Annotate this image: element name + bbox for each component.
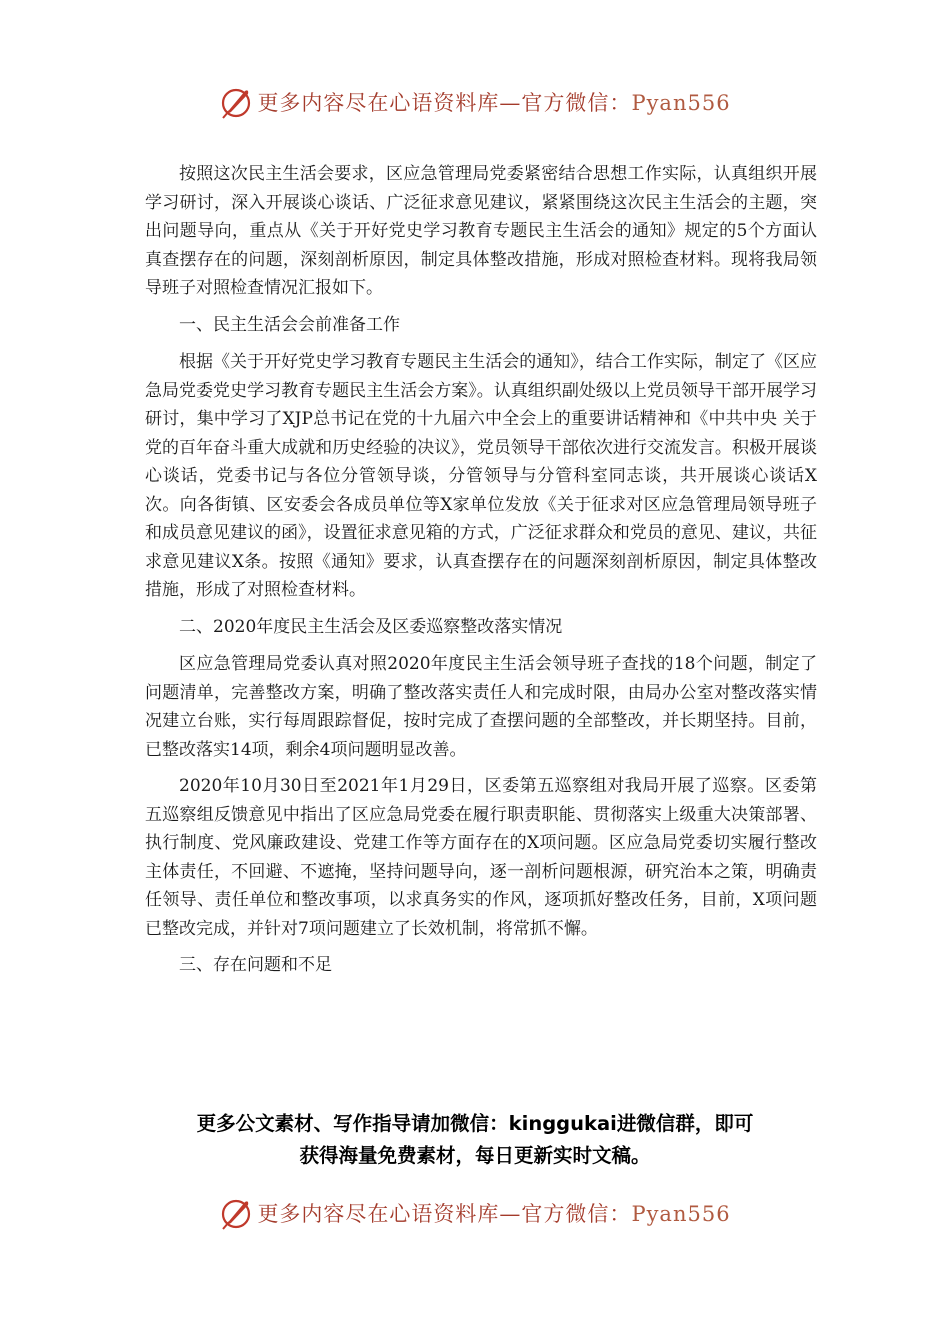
header-banner-text	[257, 87, 730, 117]
footer-banner	[0, 1193, 950, 1233]
header-wechat-id: Pyan556	[631, 91, 731, 115]
promo-line-2: 获得海量免费素材，每日更新实时文稿。	[299, 1144, 651, 1167]
footer-banner-label: 更多内容尽在心语资料库—官方微信：	[257, 1202, 632, 1226]
section-2-paragraph-1: 区应急管理局党委认真对照2020年度民主生活会领导班子查找的18个问题，制定了问题清单，完善整改方案，明确了整改落实责任人和完成时限，由局办公室对整改落实情况建立台账，实行每周跟踪督促，按时完成了查摆问题的全部整改，并长期坚持。目前，已整改落实14项，剩余4项问题明显改善。	[145, 654, 817, 760]
footer-banner-text	[257, 1198, 730, 1228]
section-1-paragraph: 根据《关于开好党史学习教育专题民主生活会的通知》，结合工作实际，制定了《区应急局党委党史学习教育专题民主生活会方案》。认真组织副处级以上党员领导干部开展学习研讨，集中学习了XJP总书记在党的十九届六中全会上的重要讲话精神和《中共中央 关于党的百年奋斗重大成就和历史经验的决议》，党员领导干部依次进行交流发言。积极开展谈心谈话，党委书记与各位分管领导谈，分管领导与分管科室同志谈，共开展谈心谈话X次。向各街镇、区安委会各成员单位等X家单位发放《关于征求对区应急管理局领导班子和成员意见建议的函》，设置征求意见箱的方式，广泛征求群众和党员的意见、建议，共征求意见建议X条。按照《通知》要求，认真查摆存在的问题深刻剖析原因，制定具体整改措施，形成了对照检查材料。	[145, 352, 817, 600]
header-banner-label: 更多内容尽在心语资料库—官方微信：	[257, 91, 632, 115]
section-2-paragraph-2: 2020年10月30日至2021年1月29日，区委第五巡察组对我局开展了巡察。区委第五巡察组反馈意见中指出了区应急局党委在履行职责职能、贯彻落实上级重大决策部署、执行制度、党风廉政建设、党建工作等方面存在的X项问题。区应急局党委切实履行整改主体责任，不回避、不遮掩，坚持问题导向，逐一剖析问题根源，研究治本之策，明确责任领导、责任单位和整改事项，以求真务实的作风，逐项抓好整改任务，目前，X项问题已整改完成，并针对7项问题建立了长效机制，将常抓不懈。	[145, 776, 817, 939]
document-body	[145, 160, 817, 989]
quill-logo-icon	[219, 85, 253, 119]
footer-wechat-id: Pyan556	[631, 1202, 731, 1226]
quill-logo-icon	[219, 1196, 253, 1230]
section-heading-3: 三、存在问题和不足	[179, 955, 332, 975]
header-banner	[0, 82, 950, 122]
promo-line-1: 更多公文素材、写作指导请加微信：kinggukai进微信群，即可	[196, 1112, 754, 1135]
section-heading-2: 二、2020年度民主生活会及区委巡察整改落实情况	[179, 616, 563, 637]
promo-notice	[100, 1108, 850, 1172]
intro-paragraph: 按照这次民主生活会要求，区应急管理局党委紧密结合思想工作实际，认真组织开展学习研讨，深入开展谈心谈话、广泛征求意见建议，紧紧围绕这次民主生活会的主题，突出问题导向，重点从《关于开好党史学习教育专题民主生活会的通知》规定的5个方面认真查摆存在的问题，深刻剖析原因，制定具体整改措施，形成对照检查材料。现将我局领导班子对照检查情况汇报如下。	[145, 164, 817, 298]
section-heading-1: 一、民主生活会会前准备工作	[179, 314, 400, 335]
